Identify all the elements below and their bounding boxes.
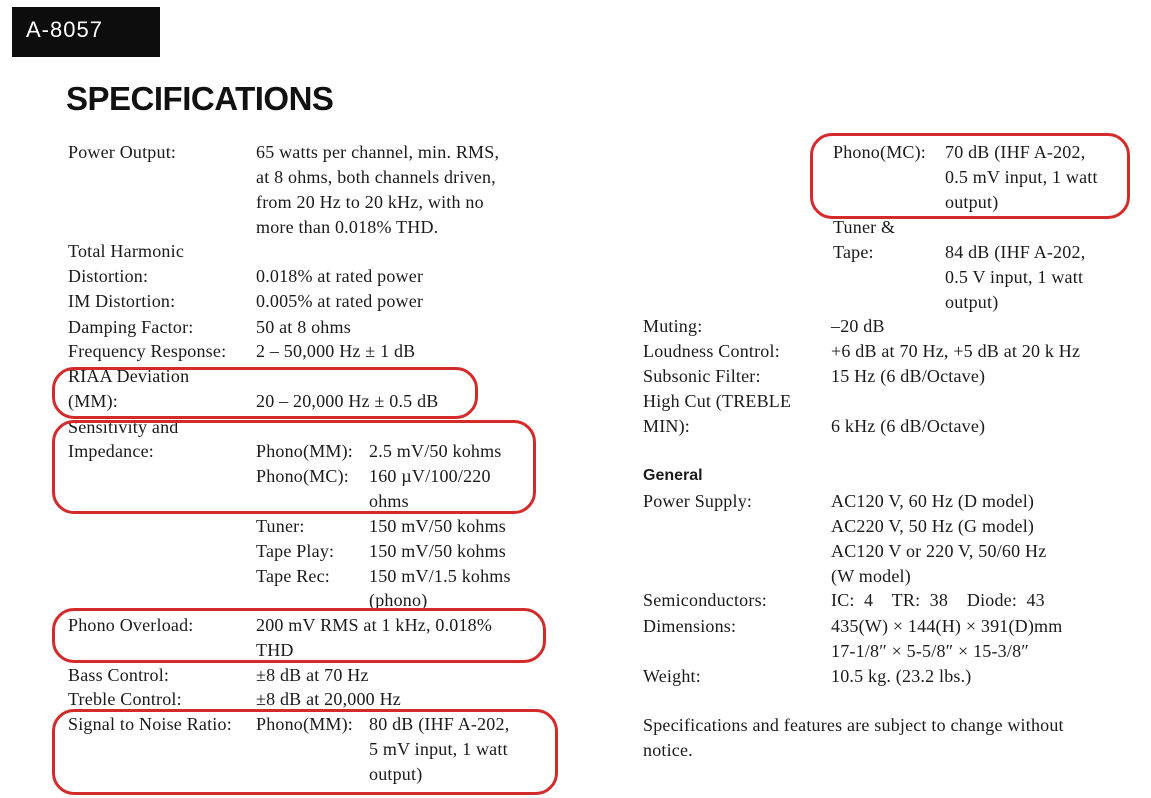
- sens-tape-rec-value: 150 mV/1.5 kohms: [369, 566, 511, 586]
- thd-value: 0.018% at rated power: [256, 266, 424, 286]
- loudness-label: Loudness Control:: [643, 341, 780, 361]
- sens-phono-mm-label: Phono(MM):: [256, 441, 354, 461]
- snr-phono-mm-line-1: 80 dB (IHF A-202,: [369, 714, 510, 734]
- sens-tape-play-value: 150 mV/50 kohms: [369, 541, 507, 561]
- sens-phono-mm-value: 2.5 mV/50 kohms: [369, 441, 502, 461]
- thd-label-1: Total Harmonic: [68, 241, 185, 261]
- dimensions-value-metric: 435(W) × 144(H) × 391(D)mm: [831, 616, 1063, 636]
- muting-value: –20 dB: [831, 316, 885, 336]
- sensitivity-label-1: Sensitivity and: [68, 417, 179, 437]
- subsonic-label: Subsonic Filter:: [643, 366, 761, 386]
- page-title: SPECIFICATIONS: [66, 80, 334, 117]
- model-number: A-8057: [26, 17, 103, 42]
- sens-tape-play-label: Tape Play:: [256, 541, 335, 561]
- high-cut-label-1: High Cut (TREBLE: [643, 391, 792, 411]
- phono-overload-label: Phono Overload:: [68, 615, 194, 635]
- snr-phono-mc-label: Phono(MC):: [833, 142, 927, 162]
- snr-phono-mm-label: Phono(MM):: [256, 714, 354, 734]
- treble-control-value: ±8 dB at 20,000 Hz: [256, 689, 401, 709]
- subsonic-value: 15 Hz (6 dB/Octave): [831, 366, 986, 386]
- riaa-deviation-label-1: RIAA Deviation: [68, 366, 190, 386]
- power-output-line-3: from 20 Hz to 20 kHz, with no: [256, 192, 484, 212]
- sens-tuner-value: 150 mV/50 kohms: [369, 516, 507, 536]
- bass-control-value: ±8 dB at 70 Hz: [256, 665, 369, 685]
- general-heading: General: [643, 467, 703, 484]
- snr-phono-mm-line-3: output): [369, 764, 423, 784]
- snr-phono-mc-line-2: 0.5 mV input, 1 watt: [945, 167, 1098, 187]
- sens-tuner-label: Tuner:: [256, 516, 305, 536]
- treble-control-label: Treble Control:: [68, 689, 182, 709]
- weight-label: Weight:: [643, 666, 701, 686]
- semiconductors-value: IC: 4 TR: 38 Diode: 43: [831, 590, 1045, 610]
- sens-phono-mc-value-2: ohms: [369, 491, 409, 511]
- bass-control-label: Bass Control:: [68, 665, 170, 685]
- power-supply-line-2: AC220 V, 50 Hz (G model): [831, 516, 1035, 536]
- dimensions-label: Dimensions:: [643, 616, 737, 636]
- semiconductors-label: Semiconductors:: [643, 590, 767, 610]
- sens-tape-rec-label: Tape Rec:: [256, 566, 331, 586]
- damping-factor-value: 50 at 8 ohms: [256, 317, 351, 337]
- snr-tuner-tape-label-2: Tape:: [833, 242, 874, 262]
- snr-tuner-tape-line-1: 84 dB (IHF A-202,: [945, 242, 1086, 262]
- power-output-line-2: at 8 ohms, both channels driven,: [256, 167, 496, 187]
- frequency-response-value: 2 – 50,000 Hz ± 1 dB: [256, 341, 416, 361]
- snr-tuner-tape-line-2: 0.5 V input, 1 watt: [945, 267, 1084, 287]
- power-supply-line-4: (W model): [831, 566, 911, 586]
- muting-label: Muting:: [643, 316, 703, 336]
- sens-phono-mc-value: 160 µV/100/220: [369, 466, 491, 486]
- power-output-label: Power Output:: [68, 142, 177, 162]
- weight-value: 10.5 kg. (23.2 lbs.): [831, 666, 972, 686]
- dimensions-value-imperial: 17-1/8″ × 5-5/8″ × 15-3/8″: [831, 641, 1029, 661]
- thd-label-2: Distortion:: [68, 266, 149, 286]
- sensitivity-label-2: Impedance:: [68, 441, 154, 461]
- phono-overload-value: 200 mV RMS at 1 kHz, 0.018%: [256, 615, 493, 635]
- im-distortion-value: 0.005% at rated power: [256, 291, 424, 311]
- phono-overload-value-2: THD: [256, 640, 294, 660]
- model-number-tag: [12, 7, 160, 57]
- riaa-deviation-label-2: (MM):: [68, 391, 118, 411]
- damping-factor-label: Damping Factor:: [68, 317, 194, 337]
- snr-phono-mc-line-1: 70 dB (IHF A-202,: [945, 142, 1086, 162]
- riaa-deviation-value: 20 – 20,000 Hz ± 0.5 dB: [256, 391, 439, 411]
- frequency-response-label: Frequency Response:: [68, 341, 227, 361]
- snr-tuner-tape-label-1: Tuner &: [833, 217, 896, 237]
- snr-phono-mc-line-3: output): [945, 192, 999, 212]
- notice-line-1: Specifications and features are subject to change without: [643, 715, 1064, 735]
- notice-line-2: notice.: [643, 740, 693, 760]
- snr-phono-mm-line-2: 5 mV input, 1 watt: [369, 739, 508, 759]
- snr-label: Signal to Noise Ratio:: [68, 714, 232, 734]
- power-output-line-4: more than 0.018% THD.: [256, 217, 439, 237]
- power-supply-line-1: AC120 V, 60 Hz (D model): [831, 491, 1035, 511]
- power-supply-label: Power Supply:: [643, 491, 753, 511]
- sens-tape-rec-value-2: (phono): [369, 590, 428, 610]
- loudness-value: +6 dB at 70 Hz, +5 dB at 20 k Hz: [831, 341, 1081, 361]
- im-distortion-label: IM Distortion:: [68, 291, 176, 311]
- sens-phono-mc-label: Phono(MC):: [256, 466, 350, 486]
- high-cut-label-2: MIN):: [643, 416, 690, 436]
- power-output-line-1: 65 watts per channel, min. RMS,: [256, 142, 500, 162]
- snr-tuner-tape-line-3: output): [945, 292, 999, 312]
- high-cut-value: 6 kHz (6 dB/Octave): [831, 416, 986, 436]
- power-supply-line-3: AC120 V or 220 V, 50/60 Hz: [831, 541, 1047, 561]
